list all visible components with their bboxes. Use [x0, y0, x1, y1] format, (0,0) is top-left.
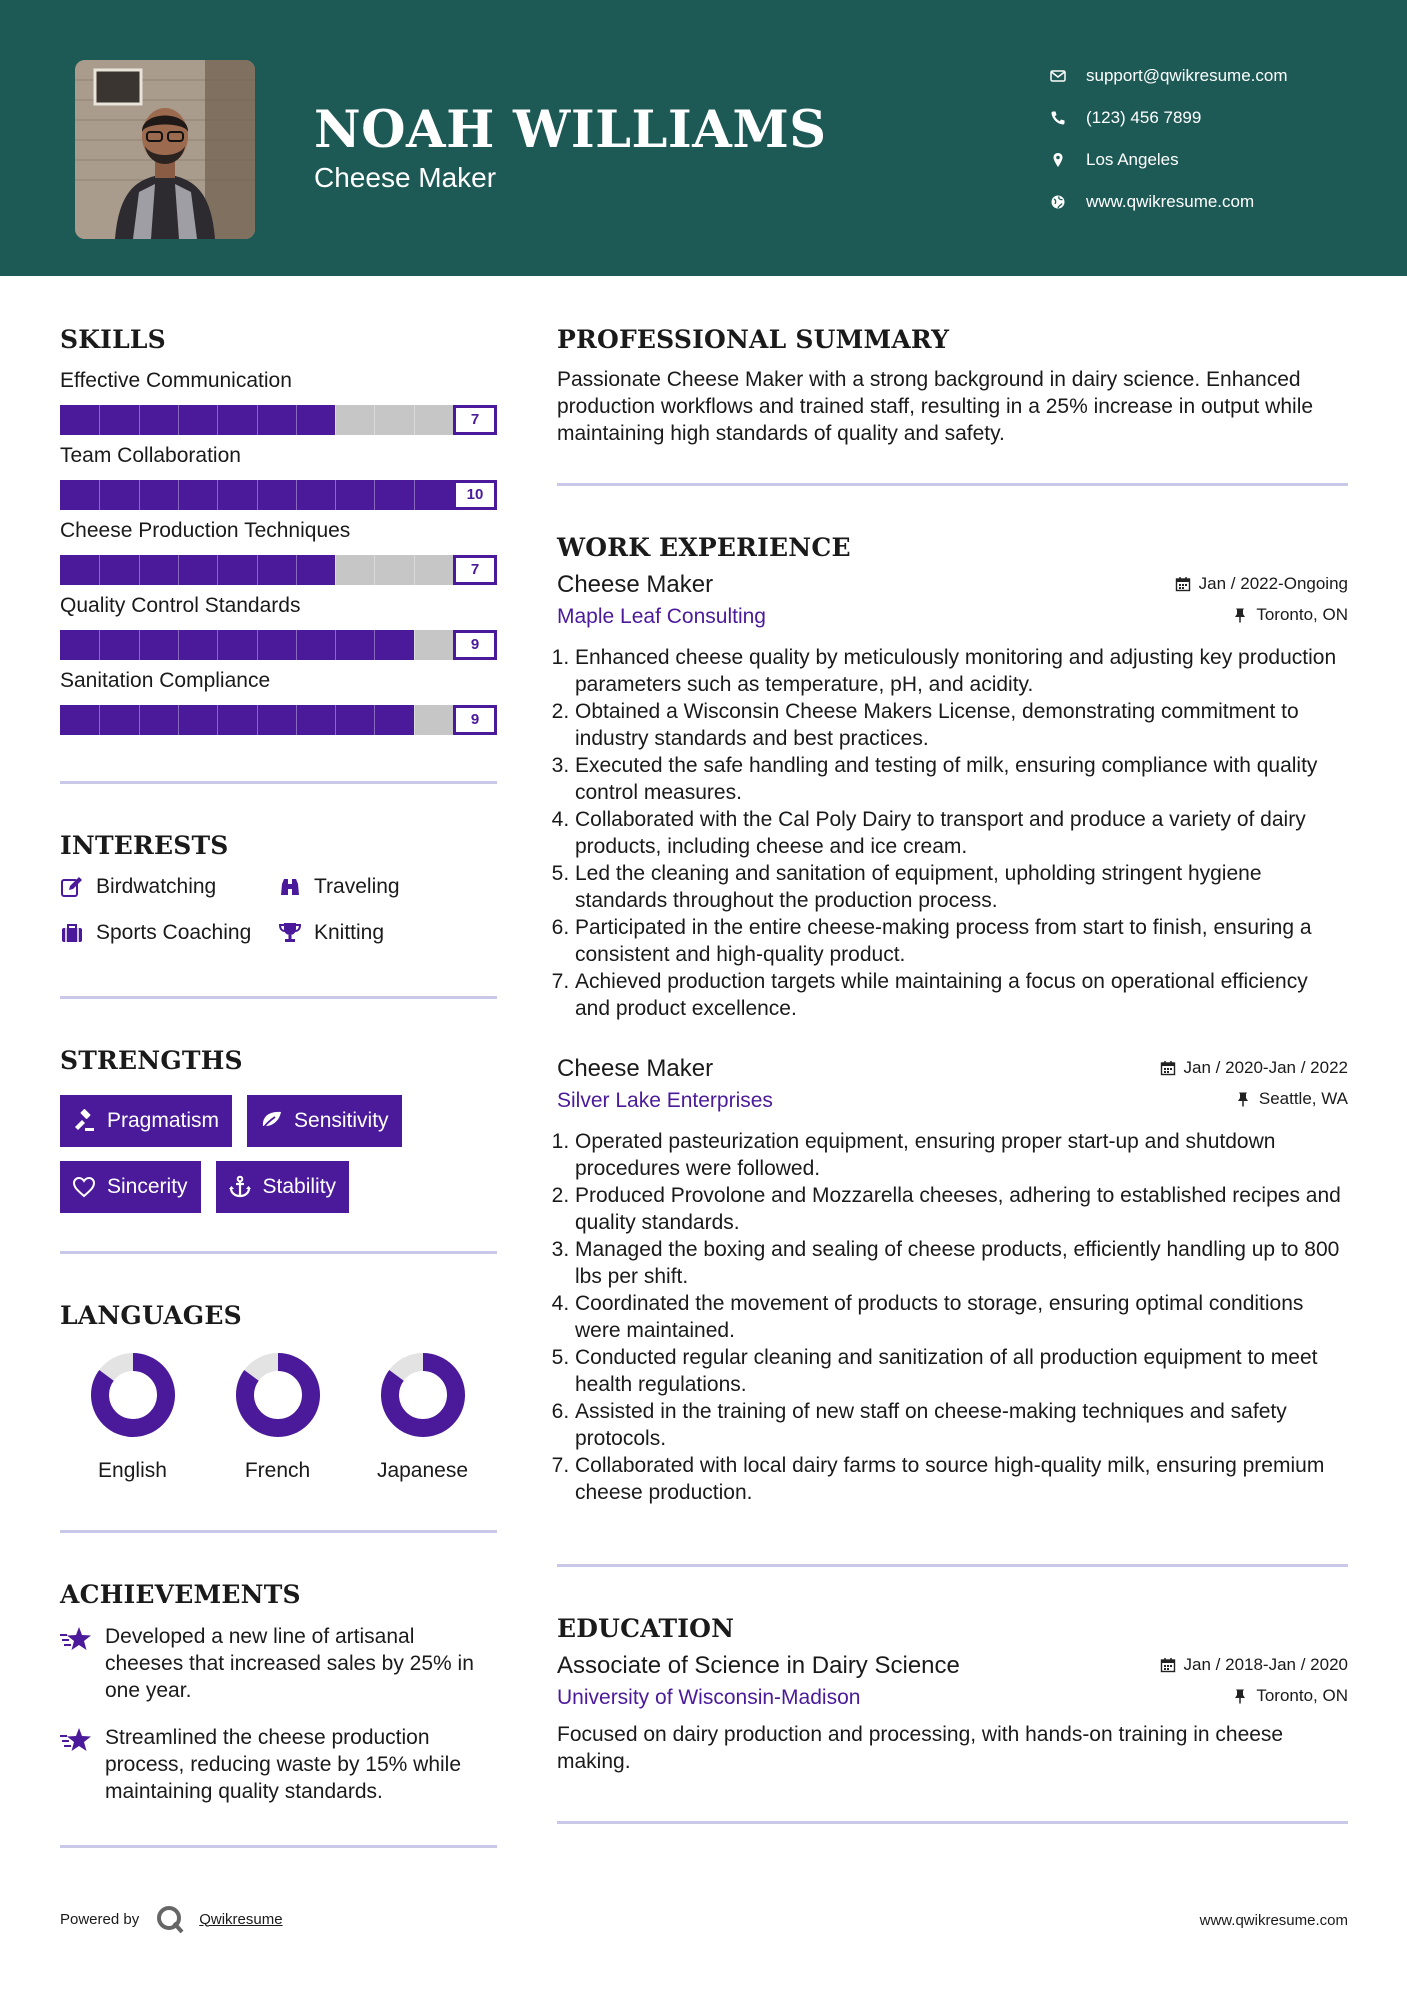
envelope-icon	[1050, 68, 1086, 84]
job-location	[1235, 1089, 1348, 1109]
leaf-icon	[259, 1109, 283, 1133]
experience-title: WORK EXPERIENCE	[557, 533, 851, 562]
phone-icon	[1050, 110, 1086, 126]
language-item	[60, 1350, 205, 1486]
education-subheader	[557, 1683, 1348, 1713]
interest-label: Traveling	[314, 875, 400, 898]
powered-by	[60, 1904, 283, 1934]
interests-section	[60, 826, 497, 948]
skill-bar-segment	[374, 705, 375, 735]
contact-location-text: Los Angeles	[1086, 150, 1179, 169]
skill-name: Sanitation Compliance	[60, 669, 271, 692]
skill-bar-segment	[414, 405, 415, 435]
job-bullet: 5. Led the cleaning and sanitation of equipment, upholding stringent hygiene standards throughout the production process.	[575, 860, 1348, 914]
skill-bar-fill	[60, 705, 414, 735]
job-bullet: 7. Collaborated with local dairy farms to source high-quality milk, ensuring premium cheese production.	[575, 1452, 1348, 1506]
skill-bar-segment	[99, 705, 100, 735]
pushpin-icon	[1232, 1688, 1248, 1704]
skills-section	[60, 320, 497, 735]
skill-bar-segment	[335, 480, 336, 510]
skill-item	[60, 516, 497, 585]
skill-bar-segment	[257, 405, 258, 435]
skill-bar-segment	[178, 405, 179, 435]
star-icon	[60, 1623, 105, 1704]
resume-header	[0, 0, 1407, 276]
language-donut	[88, 1350, 178, 1440]
calendar-icon	[1160, 1060, 1176, 1076]
job-date-text: Jan / 2020-Jan / 2022	[1183, 1058, 1348, 1077]
skill-name: Effective Communication	[60, 369, 292, 392]
languages-list	[60, 1350, 497, 1486]
job-date-text: Jan / 2022-Ongoing	[1198, 574, 1348, 593]
skill-bar	[60, 480, 497, 510]
interest-item	[278, 918, 497, 948]
education-header	[557, 1649, 1348, 1683]
language-item	[205, 1350, 350, 1486]
summary-title: PROFESSIONAL SUMMARY	[557, 325, 950, 354]
strengths-list	[60, 1095, 497, 1213]
languages-title: LANGUAGES	[60, 1301, 242, 1330]
skill-bar-segment	[335, 630, 336, 660]
skill-bar-segment	[335, 405, 336, 435]
achievement-text: Developed a new line of artisanal cheeses that increased sales by 25% in one year.	[105, 1625, 474, 1702]
interest-item	[278, 872, 497, 902]
gavel-icon	[72, 1109, 96, 1133]
job-role: Cheese Maker	[557, 1055, 714, 1082]
job-role: Cheese Maker	[557, 571, 714, 598]
education-location	[1232, 1686, 1348, 1706]
job-header	[557, 568, 1348, 602]
skill-bar-segment	[217, 555, 218, 585]
skill-bar-segment	[335, 705, 336, 735]
section-divider	[60, 996, 497, 999]
skill-name: Team Collaboration	[60, 444, 241, 467]
page-footer	[60, 1892, 1348, 1942]
job-company: Maple Leaf Consulting	[557, 605, 766, 628]
skill-bar-segment	[178, 480, 179, 510]
pushpin-icon	[1232, 607, 1248, 623]
education-date	[1160, 1655, 1348, 1675]
job-bullet: 6. Participated in the entire cheese-making process from start to finish, ensuring a consistent and high-quality product.	[575, 914, 1348, 968]
language-name: Japanese	[376, 1459, 469, 1482]
anchor-icon	[228, 1175, 252, 1199]
summary-text: Passionate Cheese Maker with a strong background in dairy science. Enhanced production workflows and trained staff, resulting in a 25% increase in output while maintaining high standards of quality and safety.	[557, 368, 1314, 445]
education-section	[557, 1609, 1348, 1775]
section-divider	[60, 1530, 497, 1533]
strength-chip	[216, 1161, 350, 1213]
qwikresume-link[interactable]: Qwikresume	[199, 1910, 283, 1928]
interest-label: Knitting	[314, 921, 385, 944]
strength-label: Stability	[262, 1175, 337, 1198]
job-location-text: Toronto, ON	[1256, 605, 1348, 624]
pushpin-icon	[1235, 1091, 1251, 1107]
strengths-title: STRENGTHS	[60, 1046, 243, 1075]
job-header	[557, 1052, 1348, 1086]
job-company: Silver Lake Enterprises	[557, 1089, 773, 1112]
skill-bar-segment	[257, 555, 258, 585]
trophy-icon	[278, 921, 314, 945]
job-bullet: 2. Obtained a Wisconsin Cheese Makers License, demonstrating commitment to industry standards and best practices.	[575, 698, 1348, 752]
skill-score: 9	[453, 705, 497, 735]
left-column	[60, 320, 497, 1848]
contact-website-text: www.qwikresume.com	[1086, 192, 1255, 211]
skill-bar-segment	[178, 630, 179, 660]
skill-item	[60, 441, 497, 510]
achievement-text: Streamlined the cheese production process, reducing waste by 15% while maintaining quality standards.	[105, 1726, 462, 1803]
job-bullet: 3. Executed the safe handling and testing of milk, ensuring compliance with quality control measures.	[575, 752, 1348, 806]
strength-chip	[247, 1095, 402, 1147]
skill-bar-segment	[296, 555, 297, 585]
heart-icon	[72, 1175, 96, 1199]
job-date	[1175, 574, 1348, 594]
skill-item	[60, 666, 497, 735]
section-divider	[557, 483, 1348, 486]
skill-score: 7	[453, 405, 497, 435]
job-bullet: 1. Enhanced cheese quality by meticulously monitoring and adjusting key production parameters such as temperature, pH, and acidity.	[575, 644, 1348, 698]
contact-phone-text: (123) 456 7899	[1086, 108, 1202, 127]
skill-bar-segment	[99, 480, 100, 510]
skill-bar-segment	[178, 555, 179, 585]
profile-photo	[75, 60, 255, 239]
interest-label: Birdwatching	[96, 875, 217, 898]
job-bullet: 3. Managed the boxing and sealing of cheese products, efficiently handling up to 800 lbs per shift.	[575, 1236, 1348, 1290]
education-location-text: Toronto, ON	[1256, 1686, 1348, 1705]
interests-list	[60, 872, 497, 948]
summary-section	[557, 320, 1348, 447]
skill-bar-segment	[257, 630, 258, 660]
language-donut	[378, 1350, 468, 1440]
achievements-section	[60, 1575, 497, 1805]
strength-chip	[60, 1161, 201, 1213]
section-divider	[60, 1251, 497, 1254]
strength-label: Pragmatism	[107, 1109, 220, 1132]
achievement-item	[60, 1724, 497, 1805]
skill-bar-segment	[374, 555, 375, 585]
job-date	[1160, 1058, 1348, 1078]
skill-bar-segment	[296, 480, 297, 510]
job-bullet: 1. Operated pasteurization equipment, ensuring proper start-up and shutdown procedures were followed.	[575, 1128, 1348, 1182]
profile-photo-image	[75, 60, 255, 239]
skills-title: SKILLS	[60, 325, 166, 354]
section-divider	[557, 1821, 1348, 1824]
language-name: English	[98, 1459, 167, 1482]
powered-by-label: Powered by	[60, 1910, 140, 1928]
job-subheader	[557, 1086, 1348, 1116]
skill-bar-segment	[139, 705, 140, 735]
skill-bar-segment	[217, 630, 218, 660]
footer-url[interactable]: www.qwikresume.com	[1199, 1912, 1348, 1929]
skill-bar-segment	[296, 705, 297, 735]
education-school: University of Wisconsin-Madison	[557, 1686, 861, 1709]
skill-bar	[60, 630, 497, 660]
skill-bar-segment	[257, 480, 258, 510]
skill-name: Cheese Production Techniques	[60, 519, 351, 542]
job-bullet: 7. Achieved production targets while maintaining a focus on operational efficiency and product excellence.	[575, 968, 1348, 1022]
language-item	[350, 1350, 495, 1486]
job-location-text: Seattle, WA	[1258, 1089, 1348, 1108]
skill-score: 9	[453, 630, 497, 660]
skill-bar-fill	[60, 405, 335, 435]
contact-list	[1050, 55, 1370, 223]
skill-name: Quality Control Standards	[60, 594, 301, 617]
interests-title: INTERESTS	[60, 831, 229, 860]
skill-bar-segment	[296, 630, 297, 660]
candidate-title: Cheese Maker	[314, 162, 497, 193]
skill-bar-fill	[60, 630, 414, 660]
language-donut	[233, 1350, 323, 1440]
qwikresume-logo-icon	[155, 1904, 185, 1934]
star-icon	[60, 1724, 105, 1805]
language-name: French	[244, 1459, 311, 1482]
skill-bar-fill	[60, 555, 335, 585]
skill-item	[60, 366, 497, 435]
achievement-item	[60, 1623, 497, 1704]
edit-icon	[60, 875, 96, 899]
interest-label: Sports Coaching	[96, 921, 252, 944]
skill-bar-segment	[414, 555, 415, 585]
strengths-section	[60, 1041, 497, 1213]
skill-bar-segment	[99, 630, 100, 660]
education-degree: Associate of Science in Dairy Science	[557, 1652, 960, 1679]
skill-bar	[60, 405, 497, 435]
education-date-text: Jan / 2018-Jan / 2020	[1183, 1655, 1348, 1674]
skill-item	[60, 591, 497, 660]
right-column	[557, 320, 1348, 1824]
contact-location	[1050, 139, 1370, 181]
job-entry	[557, 1052, 1348, 1506]
briefcase-icon	[60, 921, 96, 945]
job-subheader	[557, 602, 1348, 632]
skill-bar-segment	[335, 555, 336, 585]
section-divider	[60, 1845, 497, 1848]
strength-label: Sensitivity	[294, 1109, 389, 1132]
skill-bar-segment	[139, 405, 140, 435]
skill-bar-segment	[217, 480, 218, 510]
experience-section	[557, 528, 1348, 1506]
location-pin-icon	[1050, 152, 1086, 168]
skill-score: 7	[453, 555, 497, 585]
job-bullet: 2. Produced Provolone and Mozzarella cheeses, adhering to established recipes and quality standards.	[575, 1182, 1348, 1236]
contact-website[interactable]	[1050, 181, 1370, 223]
skill-bar-segment	[296, 405, 297, 435]
skill-bar-segment	[217, 705, 218, 735]
calendar-icon	[1175, 576, 1191, 592]
skill-bar	[60, 555, 497, 585]
skill-bar-segment	[139, 480, 140, 510]
calendar-icon	[1160, 1657, 1176, 1673]
skill-bar-segment	[414, 705, 415, 735]
skill-bar-segment	[217, 405, 218, 435]
interest-item	[60, 918, 278, 948]
job-bullet: 4. Collaborated with the Cal Poly Dairy to transport and produce a variety of dairy products, including cheese and ice cream.	[575, 806, 1348, 860]
skill-bar-segment	[139, 555, 140, 585]
skill-bar	[60, 705, 497, 735]
skill-bar-segment	[99, 555, 100, 585]
job-bullets	[557, 644, 1348, 1022]
binoculars-icon	[278, 875, 314, 899]
languages-section	[60, 1296, 497, 1486]
job-bullet: 6. Assisted in the training of new staff on cheese-making techniques and safety protocols.	[575, 1398, 1348, 1452]
job-entry	[557, 568, 1348, 1022]
skill-bar-segment	[414, 480, 415, 510]
achievements-title: ACHIEVEMENTS	[60, 1580, 301, 1609]
job-bullets	[557, 1128, 1348, 1506]
section-divider	[557, 1564, 1348, 1567]
contact-email-text: support@qwikresume.com	[1086, 66, 1288, 85]
skill-bar-segment	[257, 705, 258, 735]
job-bullet: 5. Conducted regular cleaning and sanitization of all production equipment to meet health regulations.	[575, 1344, 1348, 1398]
education-title: EDUCATION	[557, 1614, 735, 1643]
globe-icon	[1050, 194, 1086, 210]
job-location	[1232, 605, 1348, 625]
contact-email[interactable]	[1050, 55, 1370, 97]
skill-bar-segment	[139, 630, 140, 660]
strength-chip	[60, 1095, 232, 1147]
skill-bar-segment	[178, 705, 179, 735]
skill-bar-segment	[374, 630, 375, 660]
skill-bar-segment	[414, 630, 415, 660]
contact-phone[interactable]	[1050, 97, 1370, 139]
education-description: Focused on dairy production and processing, with hands-on training in cheese making.	[557, 1723, 1284, 1773]
interest-item	[60, 872, 278, 902]
candidate-name: NOAH WILLIAMS	[314, 100, 827, 160]
skill-bar-segment	[374, 480, 375, 510]
skill-score: 10	[453, 480, 497, 510]
skill-bar-segment	[99, 405, 100, 435]
skill-bar-segment	[374, 405, 375, 435]
skills-list	[60, 366, 497, 735]
job-bullet: 4. Coordinated the movement of products to storage, ensuring optimal conditions were maintained.	[575, 1290, 1348, 1344]
section-divider	[60, 781, 497, 784]
strength-label: Sincerity	[107, 1175, 188, 1198]
